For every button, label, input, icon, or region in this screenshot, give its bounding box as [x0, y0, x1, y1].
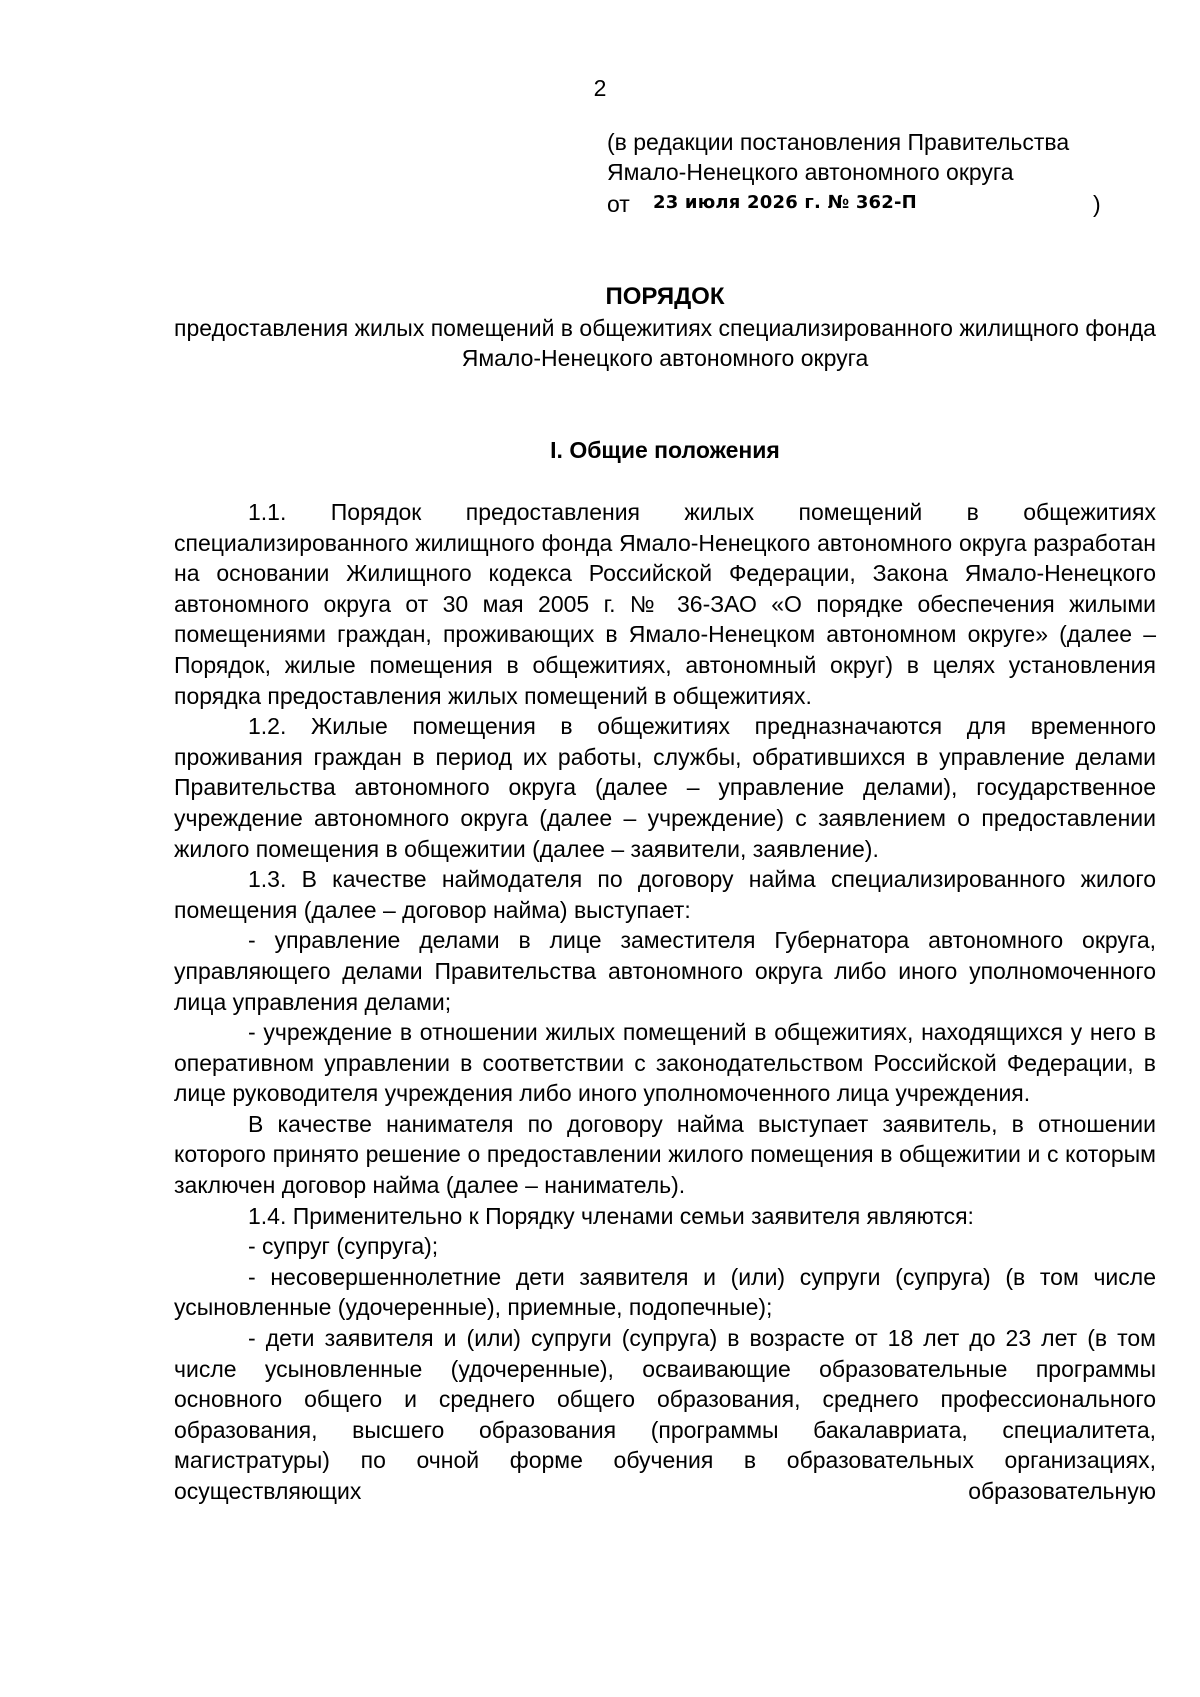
- document-subtitle: предоставления жилых помещений в общежитиях специализированного жилищного фонда Ямало-Ненецкого автономного округа: [174, 315, 1156, 371]
- paragraph-1-4: 1.4. Применительно к Порядку членами семьи заявителя являются:: [248, 1202, 974, 1229]
- list-item-management: - управление делами в лице заместителя Губернатора автономного округа, управляющего делами Правительства автономного округа либо иного уполномоченного лица управления делами;: [174, 927, 1156, 1015]
- edition-close-paren: ): [1093, 191, 1101, 217]
- paragraph-1-2: 1.2. Жилые помещения в общежитиях предназначаются для временного проживания граждан в период их работы, службы, обратившихся в управление делами Правительства автономного округа (далее – управление делами), государственное учреждение автономного округа (далее – учреждение) с заявлением о предоставлении жилого помещения в общежитии (далее – заявители, заявление).: [174, 713, 1156, 862]
- page-number: 2: [593, 75, 607, 101]
- paragraph-1-1: 1.1. Порядок предоставления жилых помещений в общежитиях специализированного жилищного фонда Ямало-Ненецкого автономного округа разработан на основании Жилищного кодекса Российской Федерации, Закона Ямало-Ненецкого автономного округа от 30 мая 2005 г. № 36-ЗАО «О порядке обеспечения жилыми помещениями граждан, проживающих в Ямало-Ненецком автономном округе» (далее – Порядок, жилые помещения в общежитиях, автономный округ) в целях установления порядка предоставления жилых помещений в общежитиях.: [174, 499, 1156, 709]
- document-title: ПОРЯДОК: [605, 283, 725, 310]
- edition-from-word: от: [607, 191, 630, 217]
- list-item-institution: - учреждение в отношении жилых помещений в общежитиях, находящихся у него в оперативном управлении в соответствии с законодательством Российской Федерации, в лице руководителя учреждения либо иного уполномоченного лица учреждения.: [174, 1019, 1156, 1107]
- list-item-spouse: - супруг (супруга);: [248, 1233, 439, 1260]
- edition-date-stamp: 23 июля 2026 г. № 362-П: [653, 192, 917, 213]
- document-body: [174, 497, 1156, 1507]
- edition-note-line-1: (в редакции постановления Правительства: [607, 129, 1070, 155]
- paragraph-tenant: В качестве нанимателя по договору найма выступает заявитель, в отношении которого принято решение о предоставлении жилого помещения в общежитии и с которым заключен договор найма (далее – наниматель).: [174, 1110, 1156, 1199]
- edition-date-line: [607, 187, 1167, 221]
- list-item-minor-children: - несовершеннолетние дети заявителя и (или) супруги (супруга) (в том числе усыновленные (удочеренные), приемные, подопечные);: [174, 1263, 1156, 1321]
- edition-note-line-2: Ямало-Ненецкого автономного округа: [607, 159, 1014, 185]
- paragraph-1-3: 1.3. В качестве наймодателя по договору найма специализированного жилого помещения (далее – договор найма) выступает:: [174, 866, 1156, 923]
- edition-note: [607, 127, 1167, 221]
- section-heading: I. Общие положения: [550, 437, 780, 463]
- list-item-adult-children: - дети заявителя и (или) супруги (супруга) в возрасте от 18 лет до 23 лет (в том числе усыновленные (удочеренные), осваивающие образовательные программы основного общего и среднего общего образования, среднего профессионального образования, высшего образования (программы бакалавриата, специалитета, магистратуры) по очной форме обучения в образовательных организациях, осуществляющих образовательную: [174, 1325, 1156, 1504]
